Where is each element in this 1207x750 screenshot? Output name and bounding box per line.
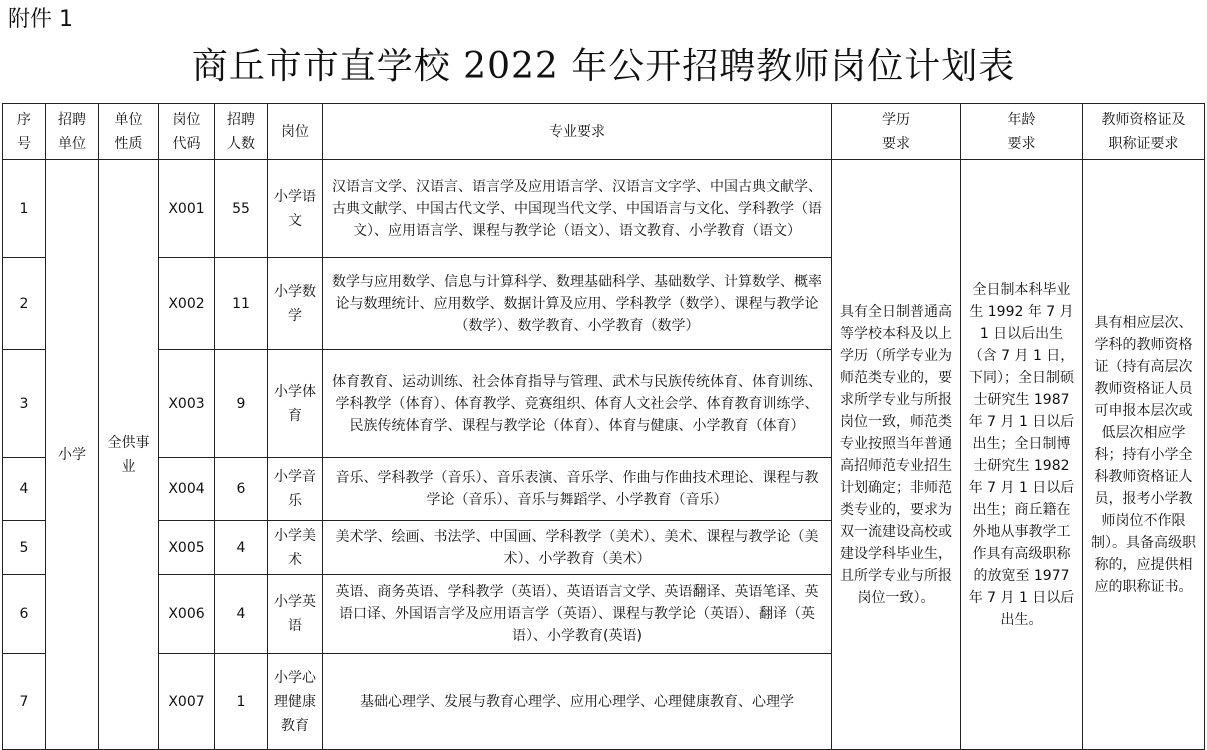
code-cell: X002 xyxy=(159,258,215,350)
education-cell: 具有全日制普通高等学校本科及以上学历（所学专业为师范类专业的，要求所学专业与所报岗位一致，师范类专业按照当年普通高招师范专业招生计划确定；非师范类专业的，要求为双一流建设高校或建设学科毕业生，且所学专业与所报岗位一致）。 xyxy=(832,160,961,750)
seq-cell: 3 xyxy=(3,350,46,458)
count-cell: 1 xyxy=(215,654,268,750)
code-cell: X003 xyxy=(159,350,215,458)
header-row xyxy=(3,104,1205,160)
seq-cell: 4 xyxy=(3,458,46,521)
header-major: 专业要求 xyxy=(323,104,832,160)
header-age: 年龄 要求 xyxy=(961,104,1083,160)
count-cell: 11 xyxy=(215,258,268,350)
header-unit: 招聘 单位 xyxy=(46,104,99,160)
seq-cell: 6 xyxy=(3,575,46,654)
attachment-label: 附件 1 xyxy=(8,7,73,32)
header-seq: 序 号 xyxy=(3,104,46,160)
code-cell: X006 xyxy=(159,575,215,654)
code-cell: X004 xyxy=(159,458,215,521)
page-title: 商丘市市直学校 2022 年公开招聘教师岗位计划表 xyxy=(191,46,1016,87)
seq-cell: 7 xyxy=(3,654,46,750)
header-count: 招聘 人数 xyxy=(215,104,268,160)
major-cell: 数学与应用数学、信息与计算科学、数理基础科学、基础数学、计算数学、概率论与数理统计、应用数学、数据计算及应用、学科教学（数学）、课程与教学论（数学）、数学教育、小学教育（数学） xyxy=(323,258,832,350)
major-cell: 汉语言文学、汉语言、语言学及应用语言学、汉语言文字学、中国古典文献学、古典文献学、中国古代文学、中国现当代文学、中国语言与文化、学科教学（语文）、应用语言学、课程与教学论（语文）、语文教育、小学教育（语文） xyxy=(323,160,832,258)
count-cell: 4 xyxy=(215,521,268,575)
count-cell: 4 xyxy=(215,575,268,654)
post-cell: 小学心理健康教育 xyxy=(268,654,323,750)
count-cell: 9 xyxy=(215,350,268,458)
header-nature: 单位 性质 xyxy=(99,104,159,160)
post-cell: 小学音乐 xyxy=(268,458,323,521)
major-cell: 英语、商务英语、学科教学（英语）、英语语言文学、英语翻译、英语笔译、英语口译、外国语言学及应用语言学（英语）、课程与教学论（英语）、翻译（英语）、小学教育(英语) xyxy=(323,575,832,654)
count-cell: 55 xyxy=(215,160,268,258)
code-cell: X001 xyxy=(159,160,215,258)
count-cell: 6 xyxy=(215,458,268,521)
post-cell: 小学体育 xyxy=(268,350,323,458)
post-cell: 小学数学 xyxy=(268,258,323,350)
post-cell: 小学语文 xyxy=(268,160,323,258)
post-cell: 小学英语 xyxy=(268,575,323,654)
code-cell: X007 xyxy=(159,654,215,750)
table-row xyxy=(3,160,1205,258)
seq-cell: 2 xyxy=(3,258,46,350)
nature-cell: 全供事业 xyxy=(99,160,159,750)
seq-cell: 1 xyxy=(3,160,46,258)
certificate-cell: 具有相应层次、学科的教师资格证（持有高层次教师资格证人员可申报本层次或低层次相应学科；持有小学全科教师资格证人员，报考小学教师岗位不作限制）。具备高级职称的，应提供相应的职称证书。 xyxy=(1083,160,1205,750)
major-cell: 基础心理学、发展与教育心理学、应用心理学、心理健康教育、心理学 xyxy=(323,654,832,750)
age-cell: 全日制本科毕业生 1992 年 7 月 1 日以后出生（含 7 月 1 日，下同）；全日制硕士研究生 1987 年 7 月 1 日以后出生；全日制博士研究生 1982 年 7 月 1 日以后出生；商丘籍在外地从事教学工作具有高级职称的放宽至 1977 年 7 月 1 日以后出生。 xyxy=(961,160,1083,750)
seq-cell: 5 xyxy=(3,521,46,575)
major-cell: 音乐、学科教学（音乐）、音乐表演、音乐学、作曲与作曲技术理论、课程与教学论（音乐）、音乐与舞蹈学、小学教育（音乐） xyxy=(323,458,832,521)
header-post: 岗位 xyxy=(268,104,323,160)
header-edu: 学历 要求 xyxy=(832,104,961,160)
major-cell: 体育教育、运动训练、社会体育指导与管理、武术与民族传统体育、体育训练、学科教学（体育）、体育教学、竞赛组织、体育人文社会学、体育教育训练学、民族传统体育学、课程与教学论（体育）、体育与健康、小学教育（体育） xyxy=(323,350,832,458)
code-cell: X005 xyxy=(159,521,215,575)
header-cert: 教师资格证及 职称证要求 xyxy=(1083,104,1205,160)
major-cell: 美术学、绘画、书法学、中国画、学科教学（美术）、美术、课程与教学论（美术）、小学教育（美术） xyxy=(323,521,832,575)
post-cell: 小学美术 xyxy=(268,521,323,575)
unit-cell: 小学 xyxy=(46,160,99,750)
header-code: 岗位 代码 xyxy=(159,104,215,160)
recruitment-plan-table xyxy=(2,103,1205,750)
